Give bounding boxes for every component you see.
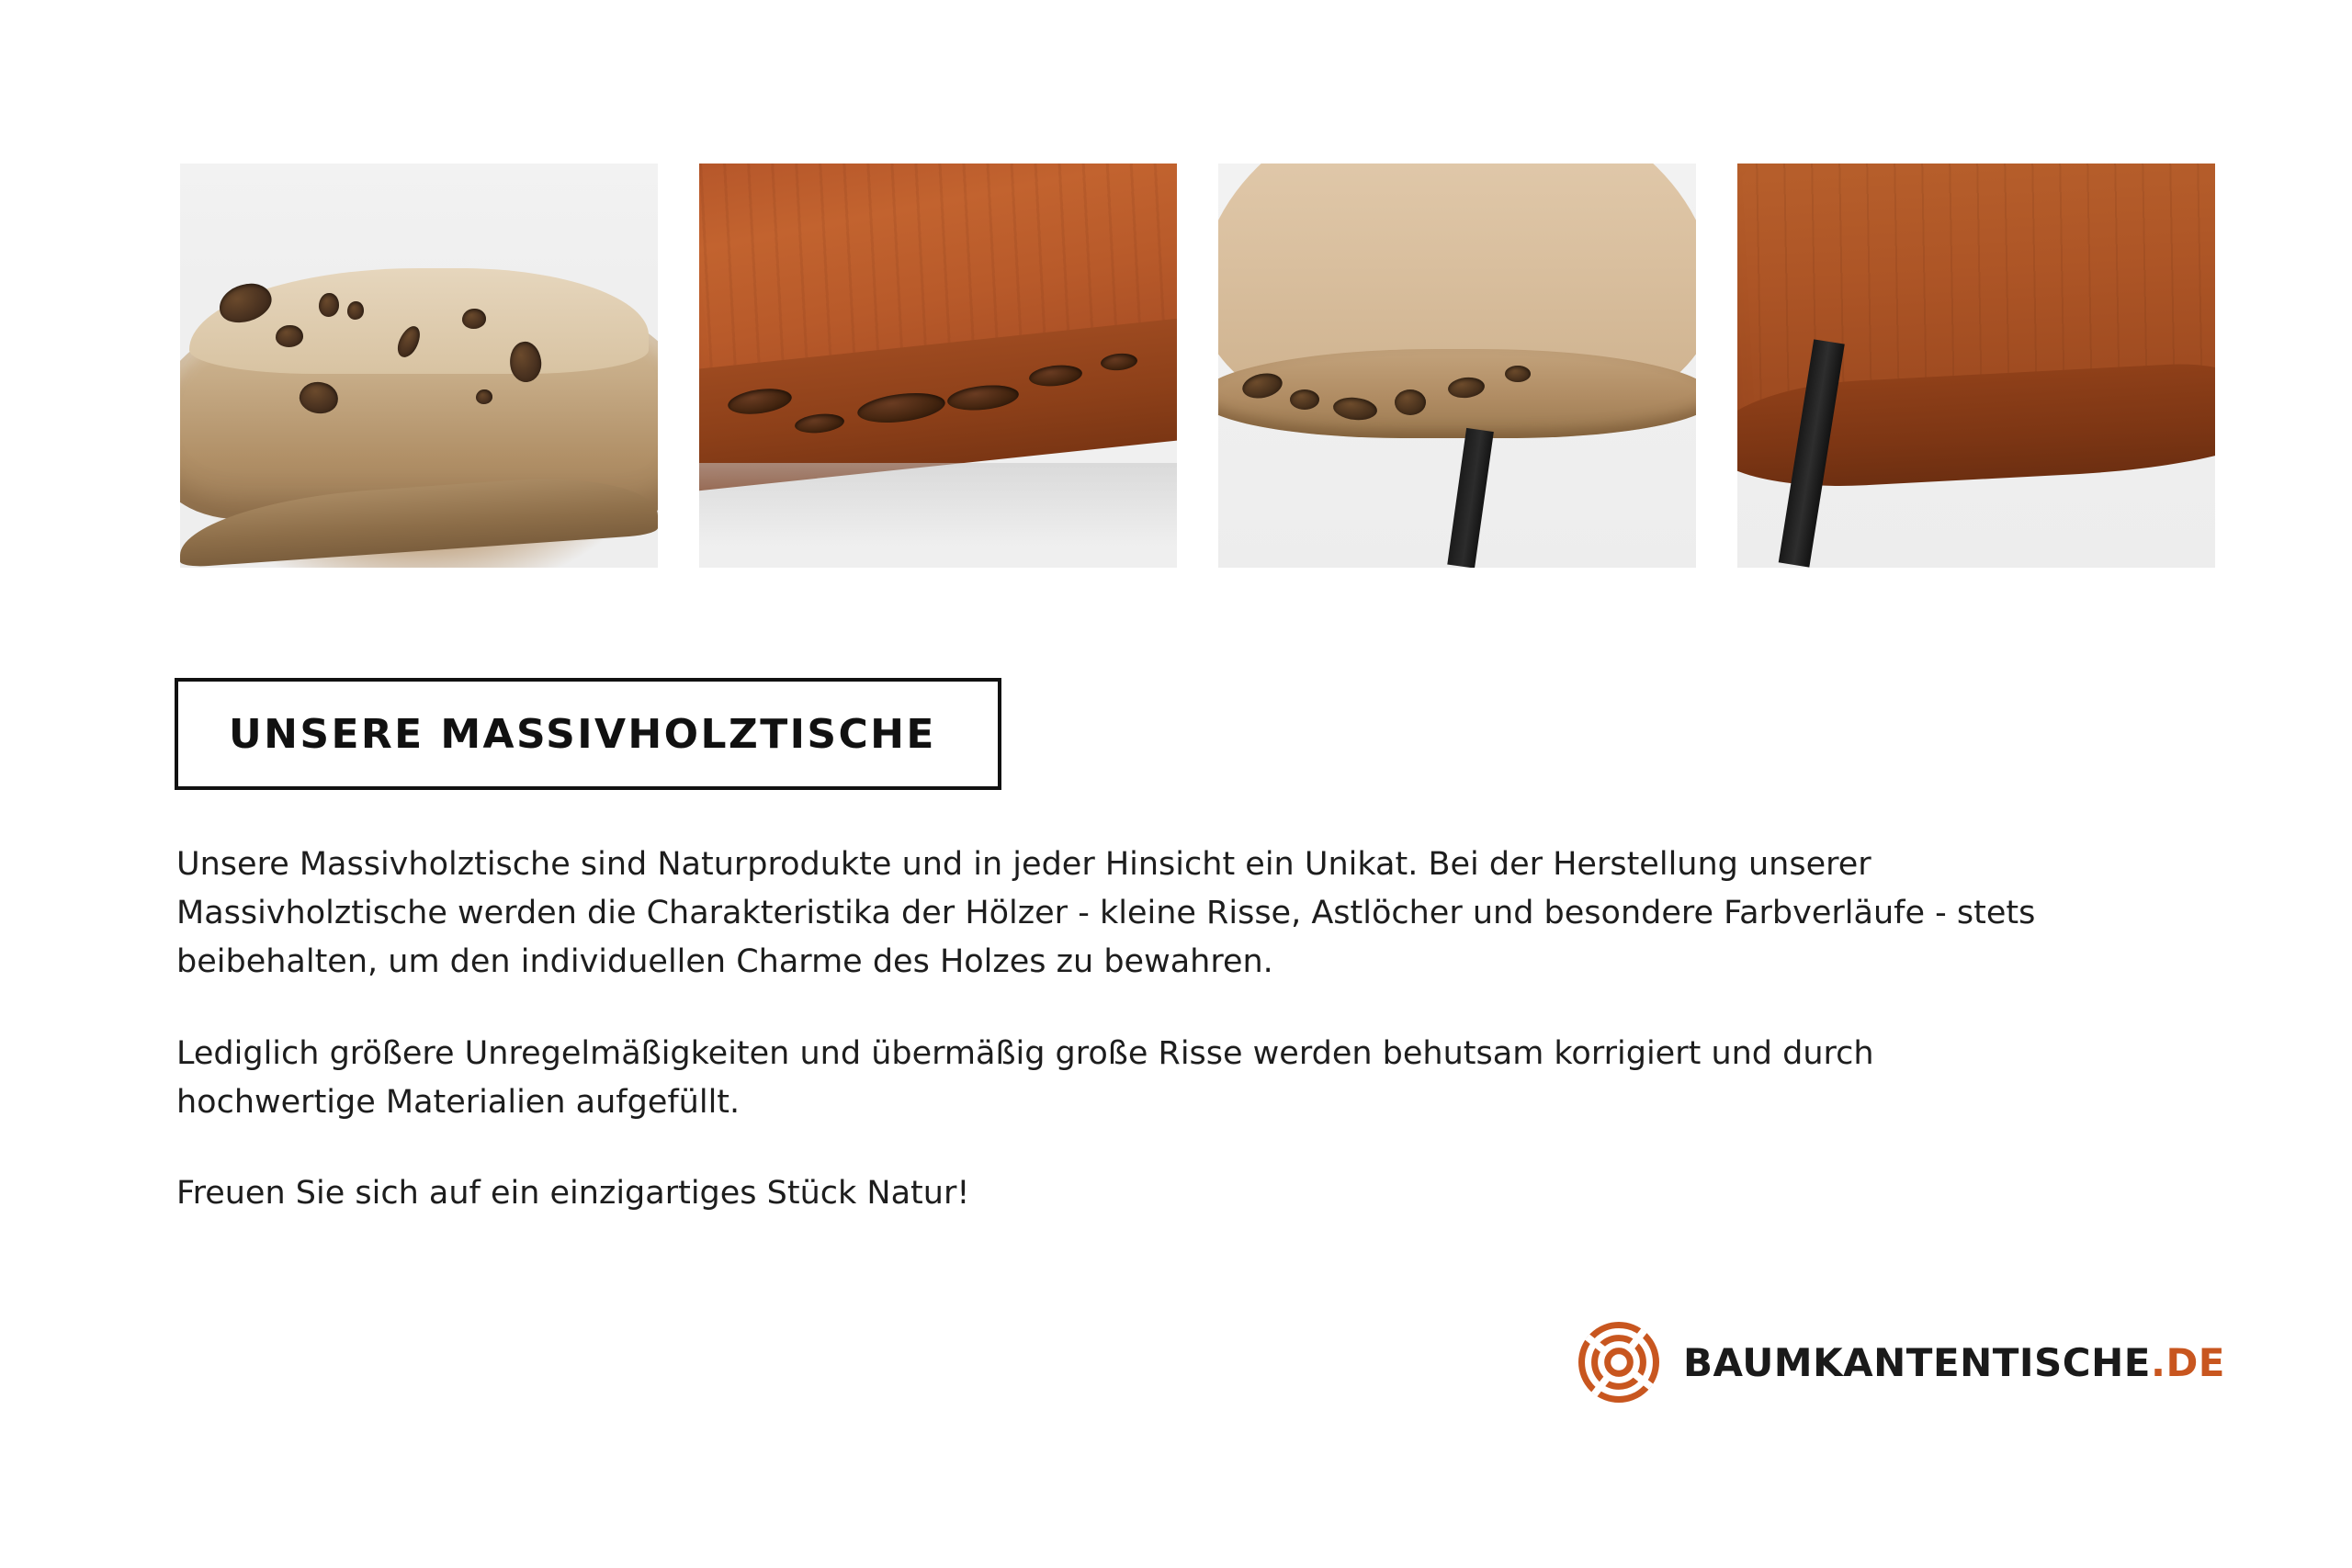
brand-tld: .DE — [2150, 1339, 2225, 1385]
photo-shadow — [699, 463, 1177, 568]
body-copy — [176, 840, 2106, 1218]
paragraph-1: Unsere Massivholztische sind Naturprodukte und in jeder Hinsicht ein Unikat. Bei der Herstellung unserer Massivholztische werden die Charakteristika der Hölzer - kleine Risse, Astlöcher und besondere Farbverläufe - stets beibehalten, um den individuellen Charme des Holzes zu bewahren. — [176, 846, 2036, 981]
brand-logo — [1578, 1322, 2225, 1403]
detail-photo-3 — [1218, 164, 1696, 568]
brand-wordmark — [1683, 1340, 2225, 1385]
image-gallery — [180, 164, 2231, 568]
knot-hole — [319, 293, 339, 317]
table-leg — [1448, 428, 1495, 568]
paragraph-3: Freuen Sie sich auf ein einzigartiges Stück Natur! — [176, 1174, 970, 1212]
detail-photo-1 — [180, 164, 658, 568]
baumkantentische-ring-logo-icon — [1578, 1322, 1659, 1403]
headline-box — [175, 678, 1001, 790]
detail-photo-4 — [1737, 164, 2215, 568]
knot-hole — [347, 301, 364, 320]
detail-photo-2 — [699, 164, 1177, 568]
knot-hole — [1505, 366, 1531, 382]
page-title: UNSERE MASSIVHOLZTISCHE — [229, 710, 936, 758]
knot-hole — [276, 325, 303, 347]
brand-name: BAUMKANTENTISCHE — [1682, 1339, 2151, 1385]
paragraph-2: Lediglich größere Unregelmäßigkeiten und übermäßig große Risse werden behutsam korrigiert und durch hochwertige Materialien aufgefüllt. — [176, 1034, 1874, 1121]
